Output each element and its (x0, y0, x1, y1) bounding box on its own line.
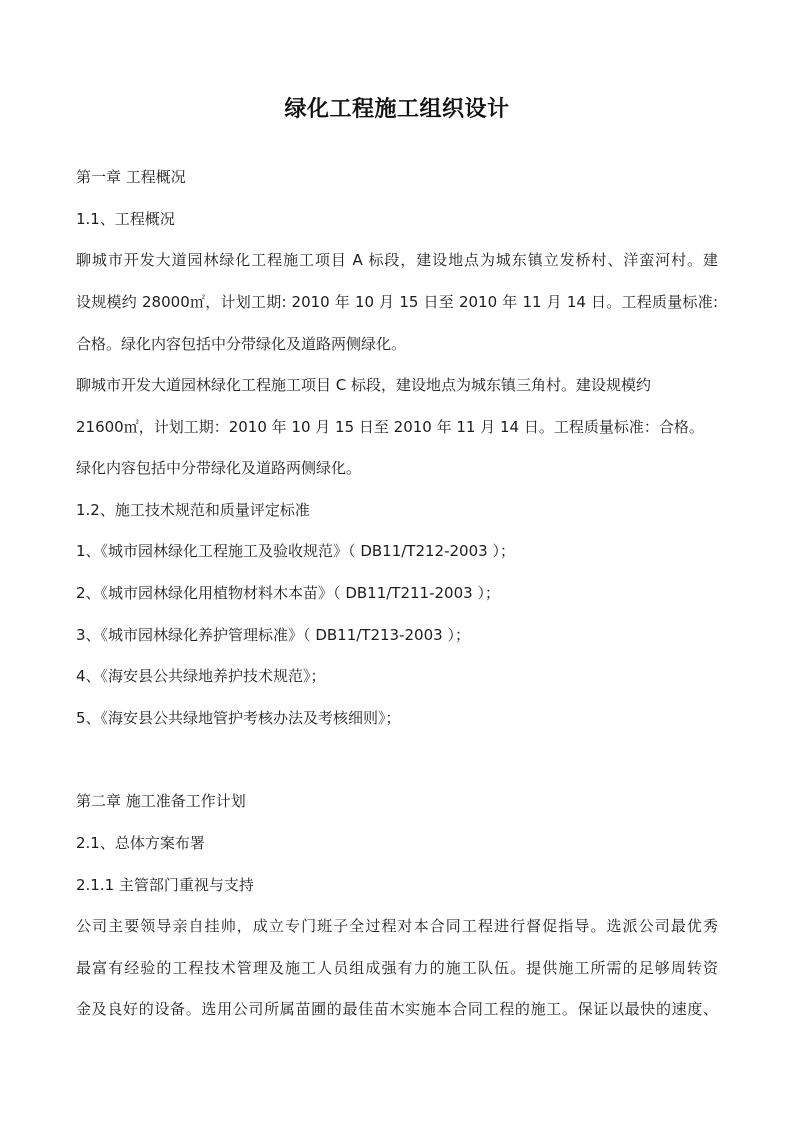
standard-item-2: 2、《城市园林绿化用植物材料木本苗》（ DB11/T211-2003 ）； (76, 584, 500, 602)
para-c-line-2: 21600㎡，计划工期：2010 年 10 月 15 日至 2010 年 11 月 14 日。工程质量标准：合格。 (76, 418, 704, 436)
section-2-1-heading: 2.1、总体方案布署 (76, 834, 205, 852)
standard-item-4: 4、《海安县公共绿地养护技术规范》； (76, 667, 326, 685)
chapter2-para-line-3: 金及良好的设备。选用公司所属苗圃的最佳苗木实施本合同工程的施工。保证以最快的速度、 (76, 1000, 718, 1018)
standard-item-3: 3、《城市园林绿化养护管理标准》（ DB11/T213-2003 ）； (76, 626, 470, 644)
standard-item-1: 1、《城市园林绿化工程施工及验收规范》（ DB11/T212-2003 ）； (76, 542, 515, 560)
chapter2-para-line-2: 最富有经验的工程技术管理及施工人员组成强有力的施工队伍。提供施工所需的足够周转资 (76, 959, 718, 977)
para-c-line-1: 聊城市开发大道园林绿化工程施工项目 C 标段，建设地点为城东镇三角村。建设规模约 (76, 376, 652, 394)
chapter2-heading: 第二章 施工准备工作计划 (76, 792, 246, 810)
chapter2-para-line-1: 公司主要领导亲自挂帅，成立专门班子全过程对本合同工程进行督促指导。选派公司最优秀 (76, 917, 718, 935)
para-c-line-3: 绿化内容包括中分带绿化及道路两侧绿化。 (76, 459, 362, 477)
document-title: 绿化工程施工组织设计 (284, 96, 510, 122)
para-a-line-2: 设规模约 28000㎡，计划工期: 2010 年 10 月 15 日至 2010 年 11 月 14 日。工程质量标准: (76, 293, 718, 311)
para-a-line-3: 合格。绿化内容包括中分带绿化及道路两侧绿化。 (76, 335, 407, 353)
section-1-2-heading: 1.2、施工技术规范和质量评定标准 (76, 501, 310, 519)
section-2-1-1-heading: 2.1.1 主管部门重视与支持 (76, 876, 254, 894)
standard-item-5: 5、《海安县公共绿地管护考核办法及考核细则》； (76, 709, 401, 727)
chapter1-heading: 第一章 工程概况 (76, 168, 186, 186)
section-1-1-heading: 1.1、工程概况 (76, 210, 175, 228)
para-a-line-1: 聊城市开发大道园林绿化工程施工项目 A 标段，建设地点为城东镇立发桥村、洋蛮河村。建 (76, 251, 718, 269)
